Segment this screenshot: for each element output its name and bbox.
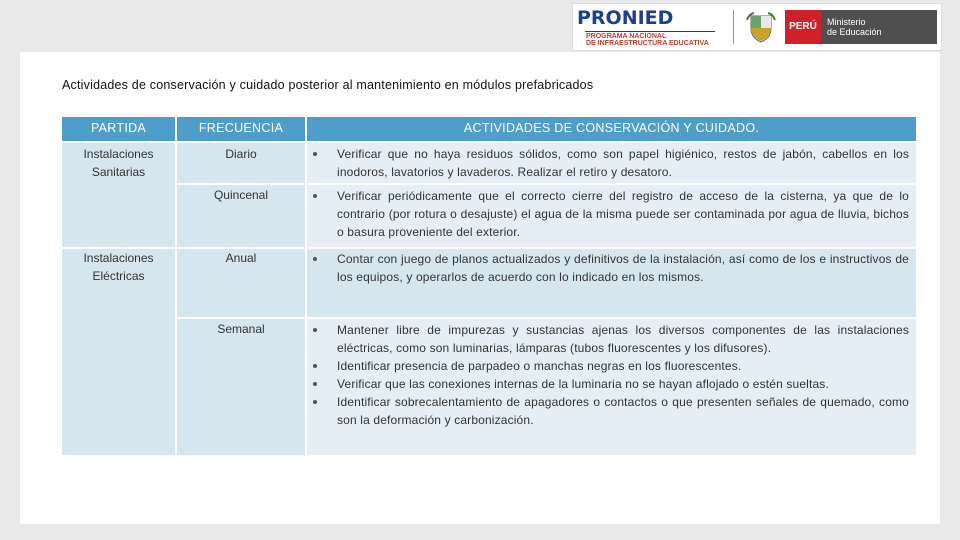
logo-bar [572,3,942,51]
column-header-partida: PARTIDA [62,117,175,141]
ministry-line2: de Educación [827,27,882,37]
pronied-logo-rule [585,31,715,32]
column-header-frecuencia: FRECUENCIA [177,117,305,141]
activity-text-3: Contar con juego de planos actualizados y definitivos de la instalación, así como de los e instructivos de los equipos, y operarlos de acuerdo con lo indicado en los mismos. [337,252,909,284]
bullet-icon [313,152,317,156]
pronied-logo [577,7,727,47]
partida-label-sanitarias: Instalaciones Sanitarias [83,147,154,179]
activity-text-6: Verificar que las conexiones internas de la luminaria no se hayan aflojado o estén sueltas. [337,377,829,391]
bullet-icon [313,382,317,386]
partida-cell-electricas [62,249,175,455]
frecuencia-label-semanal: Semanal [217,322,265,336]
bullet-icon [313,257,317,261]
activity-text-5: Identificar presencia de parpadeo o manchas negras en los fluorescentes. [337,359,742,373]
frecuencia-cell-diario [177,143,305,183]
frecuencia-cell-semanal [177,319,305,455]
bullet-icon [313,328,317,332]
bullet-icon [313,400,317,404]
column-header-actividades: ACTIVIDADES DE CONSERVACIÓN Y CUIDADO. [307,117,916,141]
partida-label-electricas: Instalaciones Eléctricas [83,251,154,283]
bullet-icon [313,364,317,368]
frecuencia-label-quincenal: Quincenal [213,188,269,202]
pronied-sub-line1: PROGRAMA NACIONAL [586,33,667,40]
activity-text-7: Identificar sobrecalentamiento de apagadores o contactos o que presenten señales de quemado, como son la deformación y carbonización. [337,395,909,427]
frecuencia-label-anual: Anual [225,251,257,265]
activity-text-2: Verificar periódicamente que el correcto cierre del registro de acceso de la cisterna, ya que de lo contrario (por rotura o desajuste) el agua de la misma puede ser contaminada por agua de lluvia, bichos o basura proveniente del exterior. [337,189,909,239]
frecuencia-cell-anual [177,249,305,317]
pronied-logo-text: PRONIED [577,7,674,29]
coat-of-arms-icon [745,10,777,44]
activity-text-4: Mantener libre de impurezas y sustancias ajenas los diversos componentes de las instalaciones eléctricas, como son luminarias, lámparas (tubos fluorescentes y los difusores). [337,323,909,355]
pronied-sub-line2: DE INFRAESTRUCTURA EDUCATIVA [586,40,709,47]
peru-label: PERÚ [785,10,821,44]
pronied-logo-subtitle [586,33,709,47]
frecuencia-label-diario: Diario [225,147,257,161]
frecuencia-cell-quincenal [177,185,305,247]
activity-text-1: Verificar que no haya residuos sólidos, como son papel higiénico, restos de jabón, cabellos en los inodoros, lavatorios y lavaderos. Realizar el retiro y desatoro. [337,147,909,179]
ministry-label [821,10,937,44]
page-title: Actividades de conservación y cuidado posterior al mantenimiento en módulos prefabricados [62,78,594,92]
ministry-line1: Ministerio [827,17,866,27]
logo-divider [733,10,734,44]
partida-cell-sanitarias [62,143,175,247]
bullet-icon [313,194,317,198]
